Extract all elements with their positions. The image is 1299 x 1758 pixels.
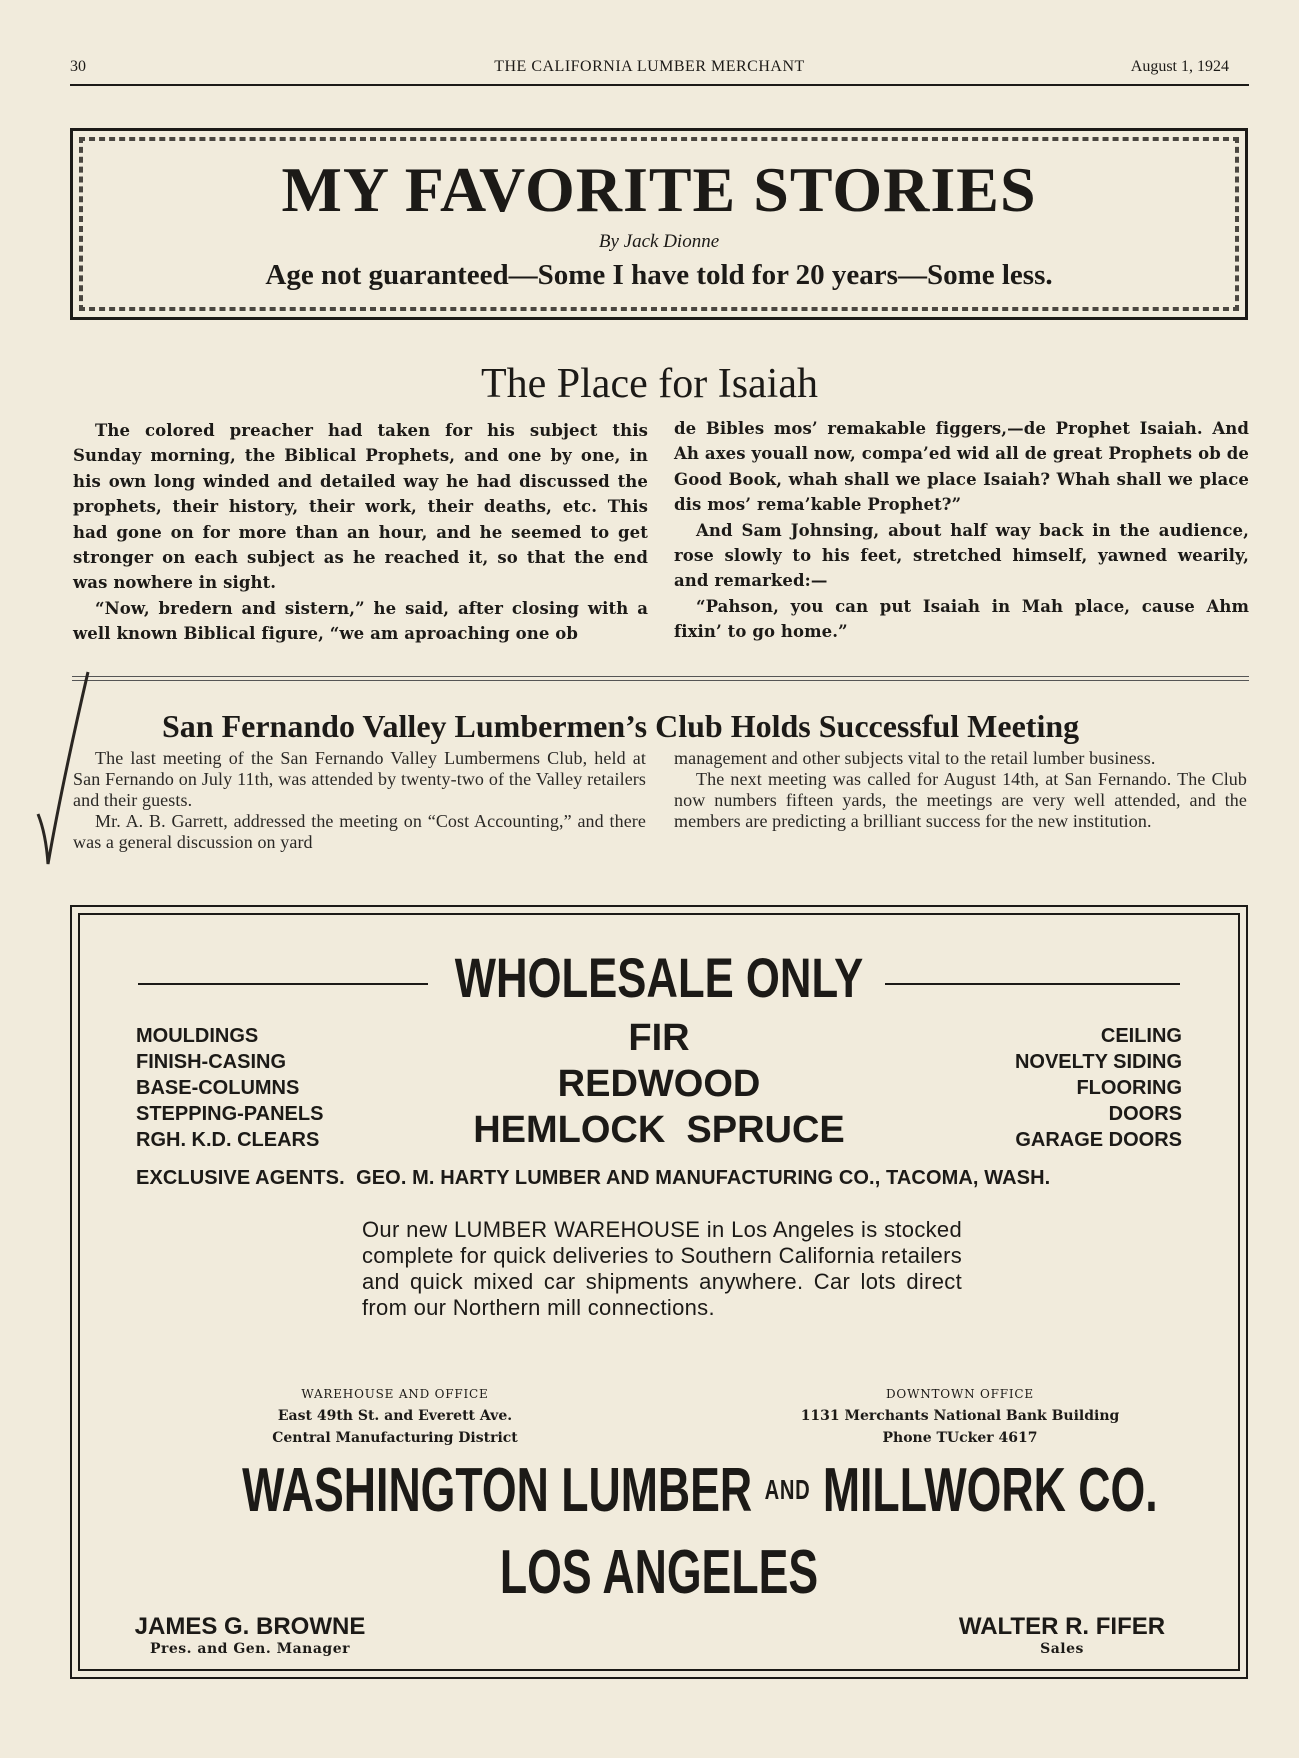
product-item: GARAGE DOORS (1015, 1129, 1182, 1151)
header-rule (70, 84, 1249, 86)
advertisement-box (70, 905, 1248, 1679)
paragraph: “Now, bredern and sistern,” he said, after closing with a well known Biblical figure, “we am aproaching one ob (73, 598, 648, 644)
address-label: WAREHOUSE AND OFFICE (301, 1387, 489, 1401)
product-item: CEILING (1100, 1025, 1182, 1047)
officer-right (942, 1613, 1182, 1657)
product-item: HEMLOCK SPRUCE (473, 1109, 845, 1151)
banner-title: MY FAVORITE STORIES (281, 154, 1037, 225)
running-header (70, 58, 1229, 80)
company-name-part: WASHINGTON LUMBER (242, 1456, 753, 1525)
article-title-isaiah: The Place for Isaiah (480, 361, 818, 407)
article-club-right-column (674, 748, 1247, 832)
product-item: FLOORING (1076, 1077, 1182, 1099)
advertisement-inner-border (78, 913, 1240, 1671)
ad-heading-row (138, 945, 1180, 1015)
page-number: 30 (70, 58, 86, 75)
issue-date: August 1, 1924 (1130, 58, 1229, 75)
product-item: DOORS (1108, 1103, 1182, 1125)
product-item: BASE-COLUMNS (136, 1077, 300, 1099)
warehouse-office-address (230, 1383, 560, 1449)
section-divider (72, 676, 1249, 681)
article-isaiah-left-column (73, 418, 648, 647)
product-item: FINISH-CASING (136, 1051, 286, 1073)
officer-role: Sales (1040, 1641, 1084, 1657)
company-name-and: AND (764, 1474, 811, 1505)
product-item: NOVELTY SIDING (1014, 1051, 1182, 1073)
product-item: MOULDINGS (136, 1025, 259, 1047)
company-city: LOS ANGELES (499, 1538, 819, 1607)
downtown-office-address (760, 1383, 1160, 1449)
warehouse-note: Our new LUMBER WAREHOUSE in Los Angeles is stocked complete for quick deliveries to Southern California retailers and quick mixed car shipments anywhere. Car lots direct from our Northern mill connections. (362, 1217, 962, 1320)
exclusive-agents-line: EXCLUSIVE AGENTS. GEO. M. HARTY LUMBER AND MANUFACTURING CO., TACOMA, WASH. (136, 1167, 1051, 1189)
address-line: Central Manufacturing District (272, 1430, 518, 1446)
product-item: REDWOOD (557, 1063, 761, 1105)
publication-title: THE CALIFORNIA LUMBER MERCHANT (494, 58, 805, 75)
paragraph: management and other subjects vital to the retail lumber business. (674, 748, 1156, 768)
company-name (242, 1455, 1158, 1526)
chain-border-top (79, 137, 1239, 141)
address-line: Phone TUcker 4617 (882, 1430, 1038, 1446)
address-line: 1131 Merchants National Bank Building (800, 1408, 1120, 1424)
officer-left (130, 1613, 370, 1657)
banner-subtitle: Age not guaranteed—Some I have told for 20 years—Some less. (265, 259, 1053, 291)
product-item: FIR (628, 1017, 690, 1059)
officer-name: WALTER R. FIFER (958, 1613, 1166, 1640)
paragraph: The last meeting of the San Fernando Valley Lumbermens Club, held at San Fernando on July 11th, was attended by twenty-two of the Valley retailers and their guests. (73, 748, 646, 810)
paragraph: The next meeting was called for August 14th, at San Fernando. The Club now numbers fifteen yards, the meetings are very well attended, and the members are predicting a brilliant success for the new institution. (674, 769, 1247, 831)
company-name-part: MILLWORK CO. (822, 1456, 1158, 1525)
paragraph: The colored preacher had taken for his subject this Sunday morning, the Biblical Prophets, and one by one, in his own long winded and detailed way he had discussed the prophets, their history, their work, their deaths, etc. This had gone on for more than an hour, and he seemed to get stronger on each subject as he reached it, so that the end was nowhere in sight. (73, 421, 648, 593)
paragraph: Mr. A. B. Garrett, addressed the meeting on “Cost Accounting,” and there was a general discussion on yard (73, 811, 646, 852)
paragraph: “Pahson, you can put Isaiah in Mah place, cause Ahm fixin’ to go home.” (674, 596, 1249, 642)
article-club-left-column (73, 748, 646, 853)
address-label: DOWNTOWN OFFICE (886, 1387, 1034, 1401)
ad-heading: WHOLESALE ONLY (454, 946, 864, 1009)
article-title-lumbermens-club: San Fernando Valley Lumbermen’s Club Holds Successful Meeting (162, 708, 1080, 744)
chain-border-bottom (79, 307, 1239, 311)
article-isaiah-right-column (674, 416, 1249, 645)
product-list-right (1015, 1023, 1182, 1153)
paragraph: And Sam Johnsing, about half way back in the audience, rose slowly to his feet, stretched himself, yawned wearily, and remarked:— (674, 520, 1249, 591)
paragraph: de Bibles mos’ remakable figgers,—de Prophet Isaiah. And Ah axes youall now, compa’ed wid all de great Prophets ob de Good Book, whah shall we place Isaiah? Whah shall we place dis mos’ rema’kable Prophet?” (674, 419, 1249, 515)
favorite-stories-banner (70, 128, 1248, 320)
address-line: East 49th St. and Everett Ave. (277, 1408, 513, 1424)
product-item: STEPPING-PANELS (136, 1103, 324, 1125)
product-item: RGH. K.D. CLEARS (136, 1129, 320, 1151)
banner-byline: By Jack Dionne (598, 231, 720, 252)
officer-name: JAMES G. BROWNE (134, 1613, 366, 1640)
officer-role: Pres. and Gen. Manager (149, 1641, 351, 1657)
